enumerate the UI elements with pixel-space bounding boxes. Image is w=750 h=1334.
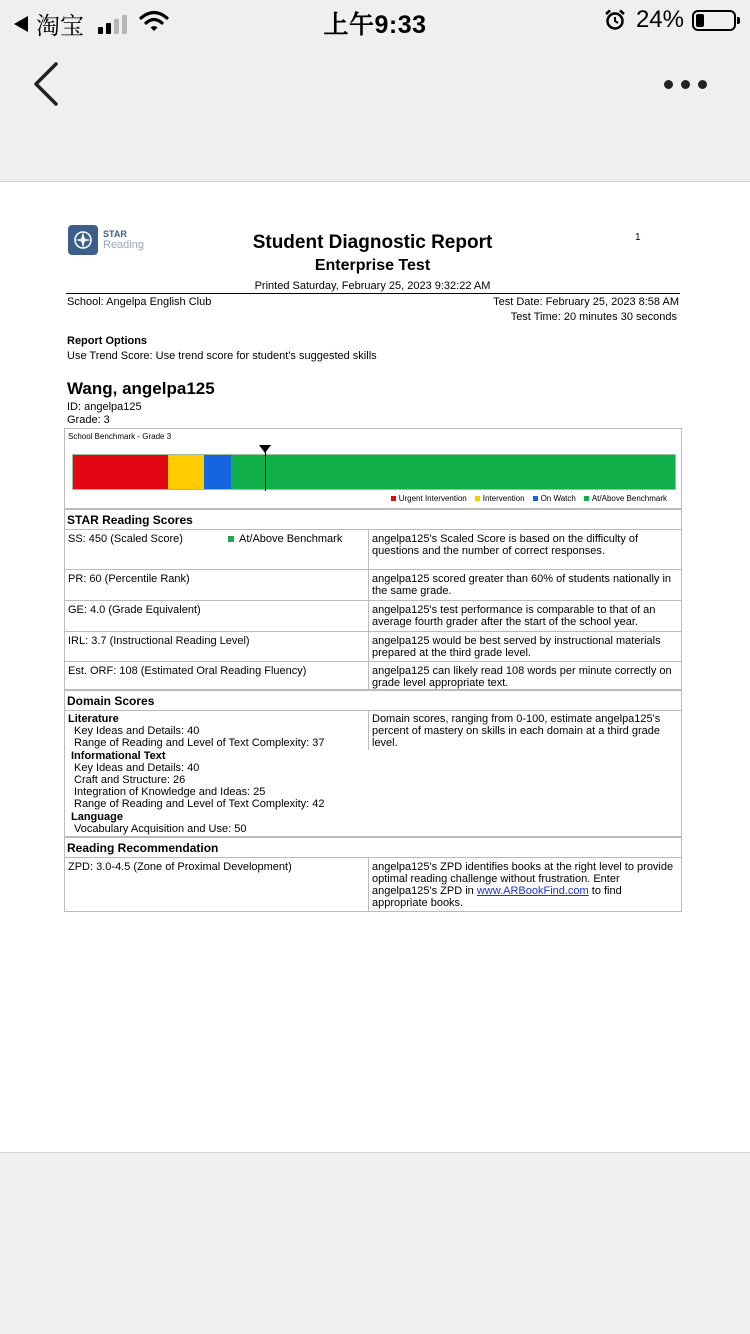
domain-item: Key Ideas and Details: 40 xyxy=(74,761,200,774)
legend-item xyxy=(391,494,467,503)
back-chevron-icon[interactable] xyxy=(26,58,66,110)
score-description: angelpa125 would be best served by instructional materials prepared at the third grade level. xyxy=(372,635,661,659)
report-options-title: Report Options xyxy=(67,335,148,347)
score-row-pr xyxy=(64,570,682,601)
score-marker-line xyxy=(265,451,266,491)
arbookfind-link[interactable]: www.ARBookFind.com xyxy=(476,885,589,897)
clock: 上午9:33 xyxy=(323,11,427,39)
legend-swatch xyxy=(391,496,396,501)
school-name: School: Angelpa English Club xyxy=(67,296,212,308)
domain-item: Key Ideas and Details: 40 xyxy=(74,725,200,738)
benchmark-badge-text: At/Above Benchmark xyxy=(239,533,343,545)
legend-item xyxy=(475,494,525,503)
benchmark-segment-on-watch xyxy=(204,455,230,489)
score-label: PR: 60 (Percentile Rank) xyxy=(68,573,190,585)
score-row-ge xyxy=(64,601,682,632)
zpd-description xyxy=(372,861,678,909)
domain-item: Range of Reading and Level of Text Complexity: 42 xyxy=(74,798,325,811)
legend-item xyxy=(533,494,576,503)
score-description: angelpa125's test performance is comparable to that of an average fourth grader after the start of the school year. xyxy=(372,604,656,628)
report-options-text: Use Trend Score: Use trend score for student's suggested skills xyxy=(67,350,377,362)
logo-reading-text: Reading xyxy=(103,239,144,251)
zpd-text-a: angelpa125's ZPD identifies books at the right level to provide optimal reading challenge without frustration. Enter angelpa125's ZPD in xyxy=(372,861,674,897)
legend-swatch xyxy=(533,496,538,501)
header-divider xyxy=(66,293,680,294)
benchmark-badge xyxy=(228,533,342,545)
student-grade: Grade: 3 xyxy=(67,414,110,426)
domain-item: Craft and Structure: 26 xyxy=(74,774,186,787)
document-page xyxy=(0,181,750,1153)
domain-item: Vocabulary Acquisition and Use: 50 xyxy=(74,822,247,835)
domain-note: Domain scores, ranging from 0-100, estimate angelpa125's percent of mastery on skills in each domain at a third grade level. xyxy=(372,713,661,749)
reading-rec-row xyxy=(64,858,682,912)
benchmark-bar xyxy=(72,454,676,490)
legend-swatch xyxy=(475,496,480,501)
green-square-icon xyxy=(228,536,234,542)
report-subtitle: Enterprise Test xyxy=(314,257,431,274)
score-row-ss xyxy=(64,530,682,570)
legend-label: Intervention xyxy=(482,494,525,503)
student-name: Wang, angelpa125 xyxy=(67,379,215,398)
status-bar xyxy=(0,0,750,40)
domain-scores-body xyxy=(64,710,682,837)
zpd-text-b: to find appropriate books. xyxy=(372,885,622,909)
battery-percent: 24% xyxy=(635,6,684,33)
report-title: Student Diagnostic Report xyxy=(252,232,493,253)
domain-item: Range of Reading and Level of Text Complexity: 37 xyxy=(74,737,325,750)
score-description: angelpa125 can likely read 108 words per minute correctly on grade level appropriate text. xyxy=(372,665,672,689)
legend-swatch xyxy=(584,496,589,501)
legend-label: Urgent Intervention xyxy=(398,494,467,503)
score-label: IRL: 3.7 (Instructional Reading Level) xyxy=(68,635,250,647)
page-number: 1 xyxy=(635,232,641,243)
domain-scores-heading: Domain Scores xyxy=(64,690,682,711)
benchmark-segment-at-above-benchmark xyxy=(231,455,675,489)
student-id: ID: angelpa125 xyxy=(67,401,142,413)
back-to-app-label[interactable]: 淘宝 xyxy=(36,13,84,40)
legend-label: At/Above Benchmark xyxy=(591,494,667,503)
benchmark-segment-urgent-intervention xyxy=(73,455,168,489)
domain-item: Integration of Knowledge and Ideas: 25 xyxy=(74,786,266,799)
status-right xyxy=(604,6,736,34)
score-description: angelpa125 scored greater than 60% of students nationally in the same grade. xyxy=(372,573,672,597)
logo-star-text: STAR xyxy=(103,229,127,239)
score-row-orf xyxy=(64,662,682,690)
printed-date: Printed Saturday, February 25, 2023 9:32:22 AM xyxy=(254,280,491,292)
score-label: GE: 4.0 (Grade Equivalent) xyxy=(68,604,201,616)
domain-informational: Informational Text xyxy=(71,749,166,762)
test-time: Test Time: 20 minutes 30 seconds xyxy=(510,311,677,323)
benchmark-segment-intervention xyxy=(168,455,204,489)
score-row-irl xyxy=(64,632,682,662)
battery-icon xyxy=(692,10,736,31)
zpd-label: ZPD: 3.0-4.5 (Zone of Proximal Development) xyxy=(68,861,292,873)
benchmark-legend xyxy=(391,494,667,503)
domain-literature: Literature xyxy=(68,713,119,725)
benchmark-panel xyxy=(64,428,682,509)
legend-item xyxy=(584,494,667,503)
domain-language: Language xyxy=(71,810,123,823)
score-label: Est. ORF: 108 (Estimated Oral Reading Fluency) xyxy=(68,665,307,677)
star-scores-heading: STAR Reading Scores xyxy=(64,509,682,530)
test-date: Test Date: February 25, 2023 8:58 AM xyxy=(493,296,679,308)
alarm-icon xyxy=(604,9,626,31)
score-description: angelpa125's Scaled Score is based on the difficulty of questions and the number of correct responses. xyxy=(372,533,639,557)
legend-label: On Watch xyxy=(540,494,576,503)
benchmark-label: School Benchmark - Grade 3 xyxy=(68,432,172,441)
more-options-icon[interactable] xyxy=(664,70,716,98)
reading-rec-heading: Reading Recommendation xyxy=(64,837,682,858)
domain-list xyxy=(68,713,325,835)
score-label: SS: 450 (Scaled Score) xyxy=(68,533,183,545)
